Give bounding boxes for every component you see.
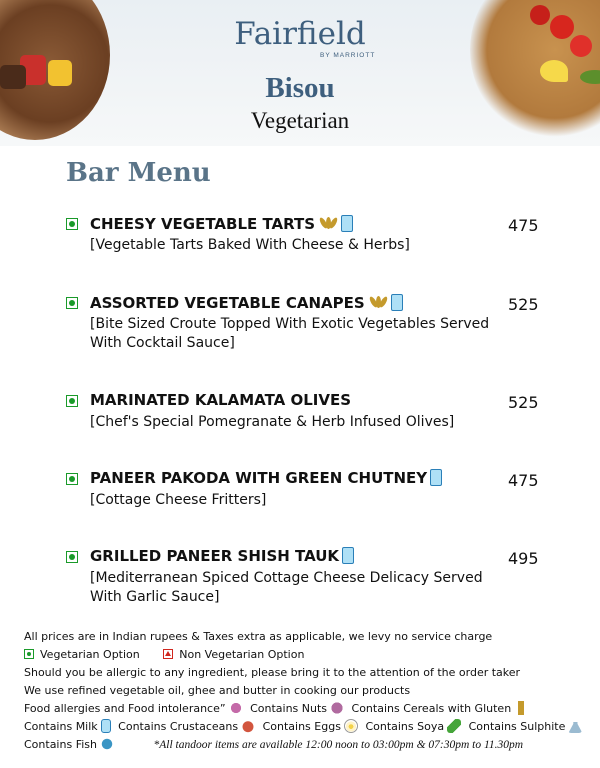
soya-label: Contains Soya (365, 720, 445, 733)
brand-sub: BY MARRIOTT (320, 52, 376, 59)
item-description: [Chef's Special Pomegranate & Herb Infused Olives] (90, 414, 455, 430)
milk-icon (430, 469, 442, 486)
crustaceans-label: Contains Crustaceans (118, 720, 239, 733)
milk-icon (391, 294, 403, 311)
veg-icon (66, 551, 78, 563)
milk-label: Contains Milk (24, 720, 98, 733)
allergy-note: Should you be allergic to any ingredient, please bring it to the attention of the order taker (24, 666, 521, 679)
veg-legend-label: Vegetarian Option (40, 648, 140, 661)
allergen-legend-1 (24, 700, 584, 718)
footer-notes (24, 628, 584, 754)
nonveg-legend-label: Non Vegetarian Option (179, 648, 305, 661)
nuts-label: Contains Nuts (250, 702, 328, 715)
item-description: [Mediterranean Spiced Cottage Cheese Delicacy Served With Garlic Sauce] (90, 570, 483, 605)
outlet-name: Bisou (265, 72, 335, 104)
veg-icon (66, 297, 78, 309)
crab-icon (241, 719, 255, 733)
food-allergies-label: Food allergies and Food intolerance” (24, 702, 226, 715)
item-description: [Cottage Cheese Fritters] (90, 492, 267, 508)
flask-icon (568, 719, 582, 733)
item-price: 525 (508, 393, 539, 412)
item-description: [Bite Sized Croute Topped With Exotic Vegetables Served With Cocktail Sauce] (90, 316, 490, 351)
item-name-line (90, 293, 403, 312)
wheat-icon (368, 293, 388, 311)
tandoor-note: *All tandoor items are available 12:00 noon to 03:00pm & 07:30pm to 11.30pm (153, 739, 524, 751)
legend-line (24, 646, 584, 664)
egg-icon (344, 719, 358, 733)
menu-category: Vegetarian (250, 108, 350, 133)
wheat-icon (318, 214, 338, 232)
milk-icon (342, 547, 354, 564)
sulphite-label: Contains Sulphite (468, 720, 566, 733)
veg-icon (66, 218, 78, 230)
eggs-label: Contains Eggs (262, 720, 341, 733)
nonveg-icon (163, 649, 173, 659)
item-name: CHEESY VEGETABLE TARTS (90, 215, 316, 233)
item-price: 475 (508, 216, 539, 235)
item-name: ASSORTED VEGETABLE CANAPES (90, 294, 365, 312)
item-name: MARINATED KALAMATA OLIVES (90, 391, 352, 409)
soybean-icon (447, 719, 461, 733)
veg-icon (66, 473, 78, 485)
veg-icon (66, 395, 78, 407)
item-name-line (90, 214, 353, 233)
milk-icon (101, 719, 111, 733)
item-price: 495 (508, 549, 539, 568)
prices-note: All prices are in Indian rupees & Taxes extra as applicable, we levy no service charge (24, 630, 493, 643)
menu-title: Bar Menu (66, 158, 211, 188)
wheat-icon (514, 701, 528, 715)
allergy-icon (229, 701, 243, 715)
nuts-icon (330, 701, 344, 715)
item-description: [Vegetable Tarts Baked With Cheese & Herbs] (90, 237, 410, 253)
item-price: 525 (508, 295, 539, 314)
allergen-legend-2 (24, 718, 584, 736)
veg-icon (24, 649, 34, 659)
brand-logo: Fairfield (234, 16, 366, 52)
item-name-line (90, 547, 354, 565)
item-price: 475 (508, 471, 539, 490)
item-name-line (90, 391, 351, 409)
fish-label: Contains Fish (24, 738, 97, 751)
fish-icon (100, 737, 114, 751)
header-banner (0, 0, 600, 146)
gluten-label: Contains Cereals with Gluten (351, 702, 512, 715)
milk-icon (341, 215, 353, 232)
item-name: PANEER PAKODA WITH GREEN CHUTNEY (90, 469, 428, 487)
item-name: GRILLED PANEER SHISH TAUK (90, 547, 340, 565)
allergen-legend-3 (24, 736, 584, 754)
item-name-line (90, 469, 442, 487)
oil-note: We use refined vegetable oil, ghee and butter in cooking our products (24, 684, 411, 697)
